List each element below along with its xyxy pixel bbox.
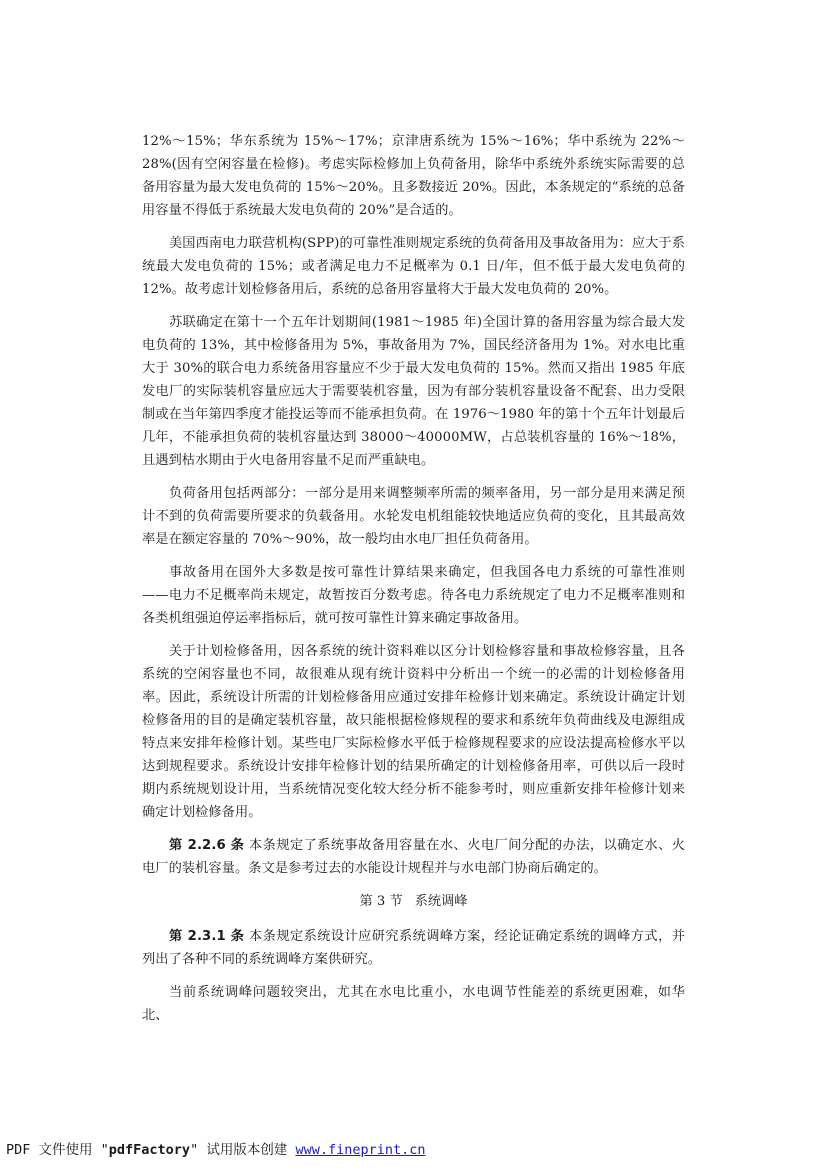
clause-number-2-2-6: 第 2.2.6 条 <box>169 838 245 853</box>
clause-text-2-2-6: 本条规定了系统事故备用容量在水、火电厂间分配的办法，以确定水、火电厂的装机容量。条文是参考过去的水能设计规程并与水电部门协商后确定的。 <box>142 838 685 876</box>
fineprint-link[interactable]: www.fineprint.cn <box>295 1142 426 1158</box>
document-body <box>142 130 685 1037</box>
paragraph-8 <box>142 925 685 971</box>
paragraph-4: 负荷备用包括两部分：一部分是用来调整频率所需的频率备用，另一部分是用来满足预计不到的负荷需要所要求的负载备用。水轮发电机组能较快地适应负荷的变化，且其最高效率是在额定容量的 70%～90%，故一般均由水电厂担任负荷备用。 <box>142 486 685 547</box>
section-number: 第 3 节 <box>359 894 403 909</box>
section-heading <box>142 890 685 913</box>
paragraph-2: 美国西南电力联营机构(SPP)的可靠性准则规定系统的负荷备用及事故备用为：应大于系统最大发电负荷的 15%；或者满足电力不足概率为 0.1 日/年，但不低于最大发电负荷的12%。故考虑计划检修备用后，系统的总备用容量将大于最大发电负荷的 20%。 <box>142 236 685 297</box>
paragraph-9: 当前系统调峰问题较突出，尤其在水电比重小，水电调节性能差的系统更困难，如华北、 <box>142 985 685 1023</box>
clause-number-2-3-1: 第 2.3.1 条 <box>169 929 245 944</box>
footer-brand: pdfFactory <box>108 1142 191 1158</box>
paragraph-1: 12%～15%；华东系统为 15%～17%；京津唐系统为 15%～16%；华中系统为 22%～28%(因有空闲容量在检修)。考虑实际检修加上负荷备用，除华中系统外系统实际需要的总备用容量为最大发电负荷的 15%～20%。且多数接近 20%。因此，本条规定的“系统的总备用容量不得低于系统最大发电负荷的 20%”是合适的。 <box>142 134 685 218</box>
footer-prefix: PDF 文件使用 " <box>6 1142 109 1158</box>
pdf-footer <box>6 1138 426 1158</box>
paragraph-5: 事故备用在国外大多数是按可靠性计算结果来确定，但我国各电力系统的可靠性准则——电力不足概率尚未规定，故暂按百分数考虑。待各电力系统规定了电力不足概率准则和各类机组强迫停运率指标后，就可按可靠性计算来确定事故备用。 <box>142 565 685 626</box>
footer-middle: " 试用版本创建 <box>190 1142 296 1158</box>
section-title: 系统调峰 <box>414 894 468 909</box>
clause-text-2-3-1: 本条规定系统设计应研究系统调峰方案，经论证确定系统的调峰方式，并列出了各种不同的系统调峰方案供研究。 <box>142 929 685 967</box>
paragraph-3: 苏联确定在第十一个五年计划期间(1981～1985 年)全国计算的备用容量为综合最大发电负荷的 13%，其中检修备用为 5%，事故备用为 7%，国民经济备用为 1%。对水电比重大于 30%的联合电力系统备用容量应不少于最大发电负荷的 15%。然而又指出 1985 年底发电厂的实际装机容量应远大于需要装机容量，因为有部分装机容量设备不配套、出力受限制或在当年第四季度才能投运等而不能承担负荷。在 1976～1980 年的第十个五年计划最后几年，不能承担负荷的装机容量达到 38000～40000MW，占总装机容量的 16%～18%，且遇到枯水期由于火电备用容量不足而严重缺电。 <box>142 315 685 468</box>
paragraph-7 <box>142 834 685 880</box>
paragraph-6: 关于计划检修备用，因各系统的统计资料难以区分计划检修容量和事故检修容量，且各系统的空闲容量也不同，故很难从现有统计资料中分析出一个统一的必需的计划检修备用率。因此，系统设计所需的计划检修备用应通过安排年检修计划来确定。系统设计确定计划检修备用的目的是确定装机容量，故只能根据检修规程的要求和系统年负荷曲线及电源组成特点来安排年检修计划。某些电厂实际检修水平低于检修规程要求的应设法提高检修水平以达到规程要求。系统设计安排年检修计划的结果所确定的计划检修备用率，可供以后一段时期内系统规划设计用，当系统情况变化较大经分析不能参考时，则应重新安排年检修计划来确定计划检修备用。 <box>142 644 685 820</box>
